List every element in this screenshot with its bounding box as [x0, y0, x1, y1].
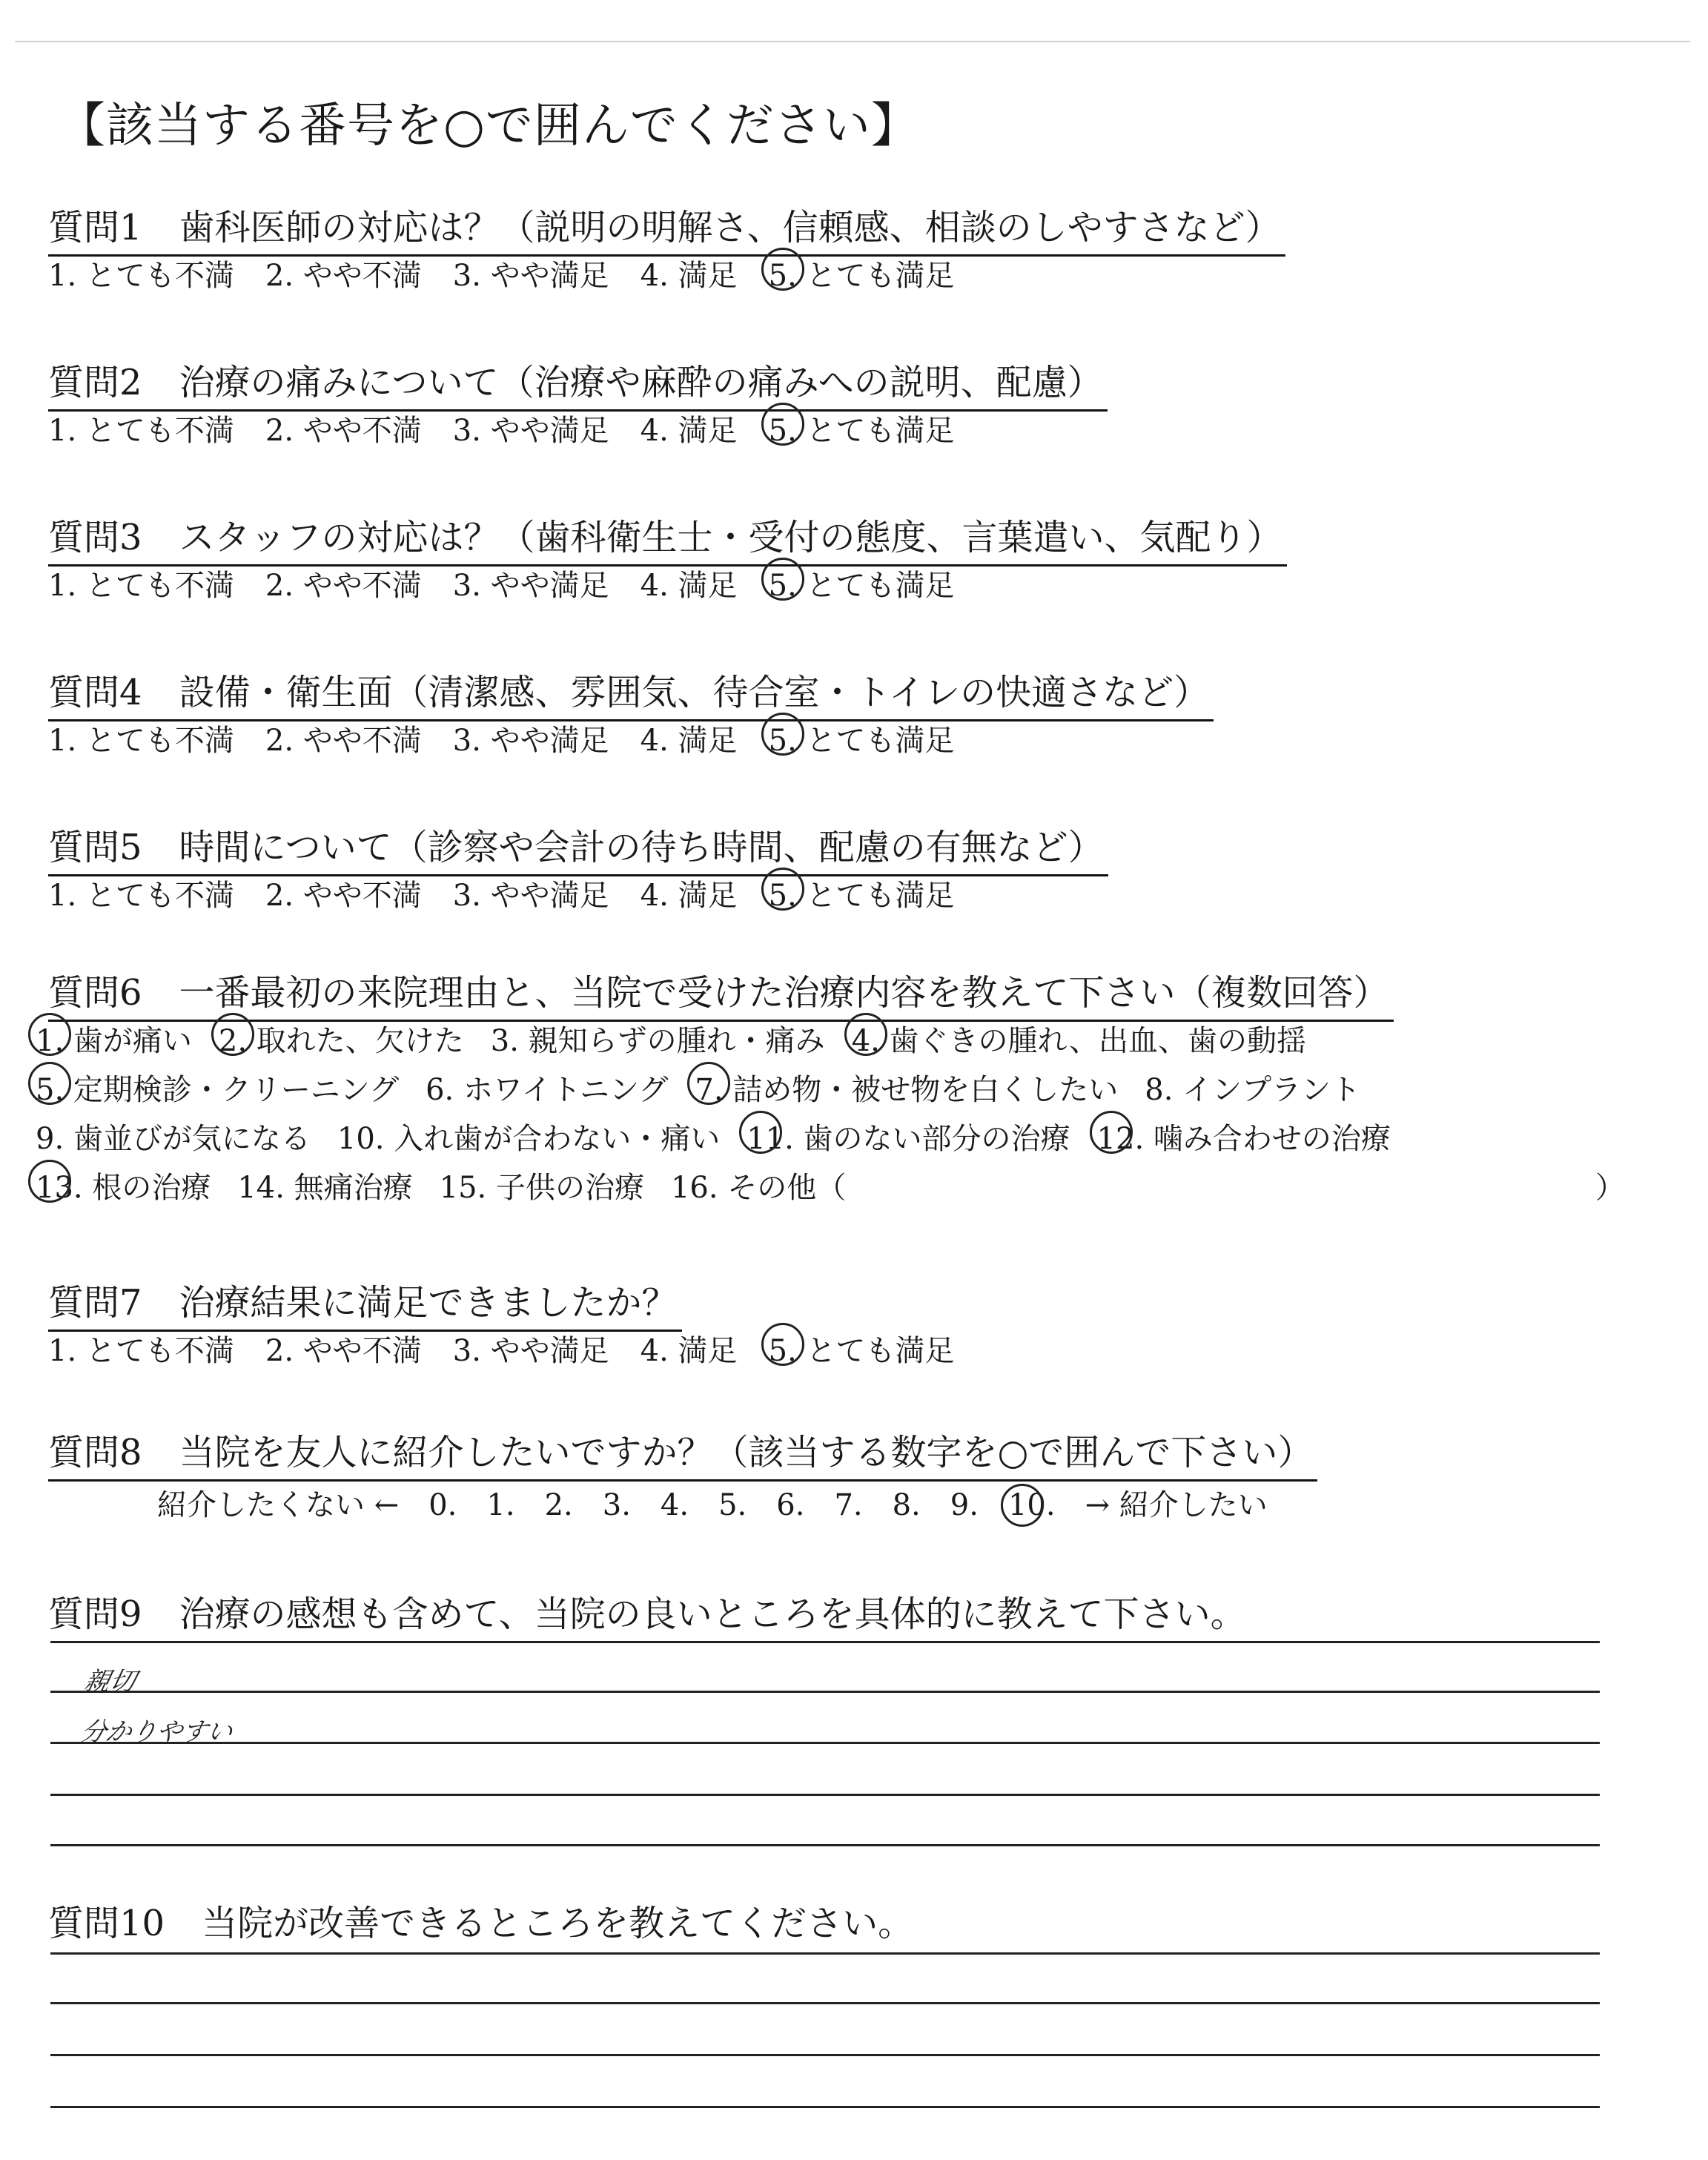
q3-option-3[interactable]: 3. やや満足	[452, 569, 609, 603]
q5-number: 質問5	[48, 827, 142, 868]
q2-text: 治療の痛みについて（治療や麻酔の痛みへの説明、配慮）	[179, 362, 1103, 403]
q8-right-label: → 紹介したい	[1085, 1488, 1268, 1522]
q3-option-4[interactable]: 4. 満足	[640, 569, 738, 603]
q6-options-row-1	[36, 1017, 1333, 1060]
q1-option-2[interactable]: 2. やや不満	[265, 259, 422, 293]
q4-option-5[interactable]: 5. とても満足	[769, 717, 955, 759]
q10-answer-line-3	[50, 2054, 1600, 2056]
q3-option-1[interactable]: 1. とても不満	[48, 569, 234, 603]
q6-options-row-2	[36, 1066, 1387, 1109]
q2-option-1[interactable]: 1. とても不満	[48, 414, 234, 448]
q3-option-5[interactable]: 5. とても満足	[769, 562, 955, 604]
q8-score-10[interactable]: 10.	[1007, 1488, 1056, 1522]
q7-number: 質問7	[48, 1282, 142, 1324]
q2-option-2[interactable]: 2. やや不満	[265, 414, 422, 448]
q6-option-2[interactable]: 2. 取れた、欠けた	[219, 1017, 464, 1060]
q3-option-2[interactable]: 2. やや不満	[265, 569, 422, 603]
q1-option-3[interactable]: 3. やや満足	[452, 259, 609, 293]
q4-option-4[interactable]: 4. 満足	[640, 724, 738, 758]
q1-options	[48, 252, 985, 294]
q4-option-3[interactable]: 3. やや満足	[452, 724, 609, 758]
page-title: 【該当する番号を○で囲んでください】	[58, 99, 919, 153]
q8-score-1[interactable]: 1.	[486, 1488, 515, 1522]
q9-heading	[48, 1585, 1251, 1641]
q9-handwritten-answer-1: 親切	[82, 1667, 139, 1697]
q2-number: 質問2	[48, 362, 142, 403]
q3-text: スタッフの対応は？（歯科衛生士・受付の態度、言葉遣い、気配り）	[179, 517, 1282, 558]
q6-option-15[interactable]: 15. 子供の治療	[439, 1171, 644, 1205]
q7-option-3[interactable]: 3. やや満足	[452, 1334, 609, 1368]
q8-heading	[48, 1424, 1317, 1482]
q9-text: 治療の感想も含めて、当院の良いところを具体的に教えて下さい。	[179, 1593, 1246, 1635]
q4-option-2[interactable]: 2. やや不満	[265, 724, 422, 758]
q6-option-16[interactable]: 16. その他（	[670, 1171, 847, 1205]
q3-heading	[48, 509, 1287, 567]
q8-score-2[interactable]: 2.	[544, 1488, 573, 1522]
q5-text: 時間について（診察や会計の待ち時間、配慮の有無など）	[179, 827, 1104, 868]
q8-score-5[interactable]: 5.	[718, 1488, 747, 1522]
q4-option-1[interactable]: 1. とても不満	[48, 724, 234, 758]
q6-option-11[interactable]: 11. 歯のない部分の治療	[747, 1115, 1070, 1157]
q8-scale	[157, 1482, 1297, 1524]
q10-answer-line-4	[50, 2106, 1600, 2108]
q8-left-label: 紹介したくない ←	[157, 1488, 400, 1522]
q9-answer-line-4	[50, 1794, 1600, 1796]
q2-heading	[48, 354, 1108, 412]
q6-other-close-paren: ）	[1595, 1171, 1625, 1205]
q8-score-0[interactable]: 0.	[428, 1488, 457, 1522]
page-top-rule	[15, 41, 1690, 42]
q6-heading	[48, 964, 1394, 1022]
q6-option-7[interactable]: 7. 詰め物・被せ物を白くしたい	[695, 1066, 1118, 1109]
q7-option-2[interactable]: 2. やや不満	[265, 1334, 422, 1368]
q6-option-4[interactable]: 4. 歯ぐきの腫れ、出血、歯の動揺	[852, 1017, 1306, 1060]
q3-options	[48, 562, 985, 604]
q7-text: 治療結果に満足できましたか？	[179, 1282, 678, 1324]
q4-number: 質問4	[48, 672, 142, 713]
q6-option-5[interactable]: 5. 定期検診・クリーニング	[36, 1066, 399, 1109]
q2-option-4[interactable]: 4. 満足	[640, 414, 738, 448]
q6-number: 質問6	[48, 972, 142, 1014]
q6-option-3[interactable]: 3. 親知らずの腫れ・痛み	[490, 1024, 825, 1058]
q7-option-5[interactable]: 5. とても満足	[769, 1327, 955, 1370]
q7-option-1[interactable]: 1. とても不満	[48, 1334, 234, 1368]
q8-score-8[interactable]: 8.	[892, 1488, 921, 1522]
q8-number: 質問8	[48, 1432, 142, 1473]
q8-score-3[interactable]: 3.	[602, 1488, 631, 1522]
q6-text: 一番最初の来院理由と、当院で受けた治療内容を教えて下さい（複数回答）	[179, 972, 1389, 1014]
q8-text: 当院を友人に紹介したいですか？（該当する数字を○で囲んで下さい）	[179, 1432, 1314, 1473]
q9-answer-line-2	[50, 1691, 1600, 1693]
q1-option-5[interactable]: 5. とても満足	[769, 252, 955, 294]
q6-option-9[interactable]: 9. 歯並びが気になる	[36, 1122, 311, 1156]
q6-option-12[interactable]: 12. 噛み合わせの治療	[1097, 1115, 1391, 1157]
q5-option-2[interactable]: 2. やや不満	[265, 879, 422, 913]
q6-options-row-4	[36, 1164, 873, 1206]
q6-options-row-3	[36, 1115, 1417, 1157]
q5-option-3[interactable]: 3. やや満足	[452, 879, 609, 913]
q9-answer-line-5	[50, 1844, 1600, 1846]
q2-option-5[interactable]: 5. とても満足	[769, 407, 955, 449]
q6-option-13[interactable]: 13. 根の治療	[36, 1164, 211, 1206]
q4-text: 設備・衛生面（清潔感、雰囲気、待合室・トイレの快適さなど）	[179, 672, 1210, 713]
q6-option-1[interactable]: 1. 歯が痛い	[36, 1017, 192, 1060]
q7-options	[48, 1327, 985, 1370]
q7-heading	[48, 1274, 682, 1332]
q10-number: 質問10	[48, 1903, 165, 1944]
q8-score-9[interactable]: 9.	[950, 1488, 979, 1522]
q5-options	[48, 872, 985, 914]
q4-options	[48, 717, 985, 759]
q6-option-10[interactable]: 10. 入れ歯が合わない・痛い	[337, 1122, 721, 1156]
q10-text: 当院が改善できるところを教えてください。	[202, 1903, 914, 1944]
q8-score-6[interactable]: 6.	[776, 1488, 805, 1522]
q1-option-4[interactable]: 4. 満足	[640, 259, 738, 293]
q6-option-6[interactable]: 6. ホワイトニング	[426, 1073, 669, 1107]
q5-option-4[interactable]: 4. 満足	[640, 879, 738, 913]
q1-heading	[48, 199, 1285, 257]
q9-number: 質問9	[48, 1593, 142, 1635]
q5-option-1[interactable]: 1. とても不満	[48, 879, 234, 913]
q6-option-8[interactable]: 8. インプラント	[1145, 1073, 1361, 1107]
q4-heading	[48, 664, 1214, 721]
q6-option-14[interactable]: 14. 無痛治療	[237, 1171, 413, 1205]
q1-number: 質問1	[48, 207, 142, 248]
q3-number: 質問3	[48, 517, 142, 558]
q9-answer-line-3	[50, 1742, 1600, 1744]
q8-score-7[interactable]: 7.	[834, 1488, 863, 1522]
q7-option-4[interactable]: 4. 満足	[640, 1334, 738, 1368]
q1-text: 歯科医師の対応は？（説明の明解さ、信頼感、相談のしやすさなど）	[179, 207, 1281, 248]
q9-answer-line-1	[50, 1641, 1600, 1643]
q10-answer-line-1	[50, 1952, 1600, 1955]
q2-option-3[interactable]: 3. やや満足	[452, 414, 609, 448]
q8-score-4[interactable]: 4.	[660, 1488, 689, 1522]
q5-option-5[interactable]: 5. とても満足	[769, 872, 955, 914]
q1-option-1[interactable]: 1. とても不満	[48, 259, 234, 293]
q2-options	[48, 407, 985, 449]
q10-heading	[48, 1895, 918, 1950]
q9-handwritten-answer-2: 分かりやすい	[78, 1717, 236, 1747]
q5-heading	[48, 819, 1108, 876]
q10-answer-line-2	[50, 2002, 1600, 2004]
